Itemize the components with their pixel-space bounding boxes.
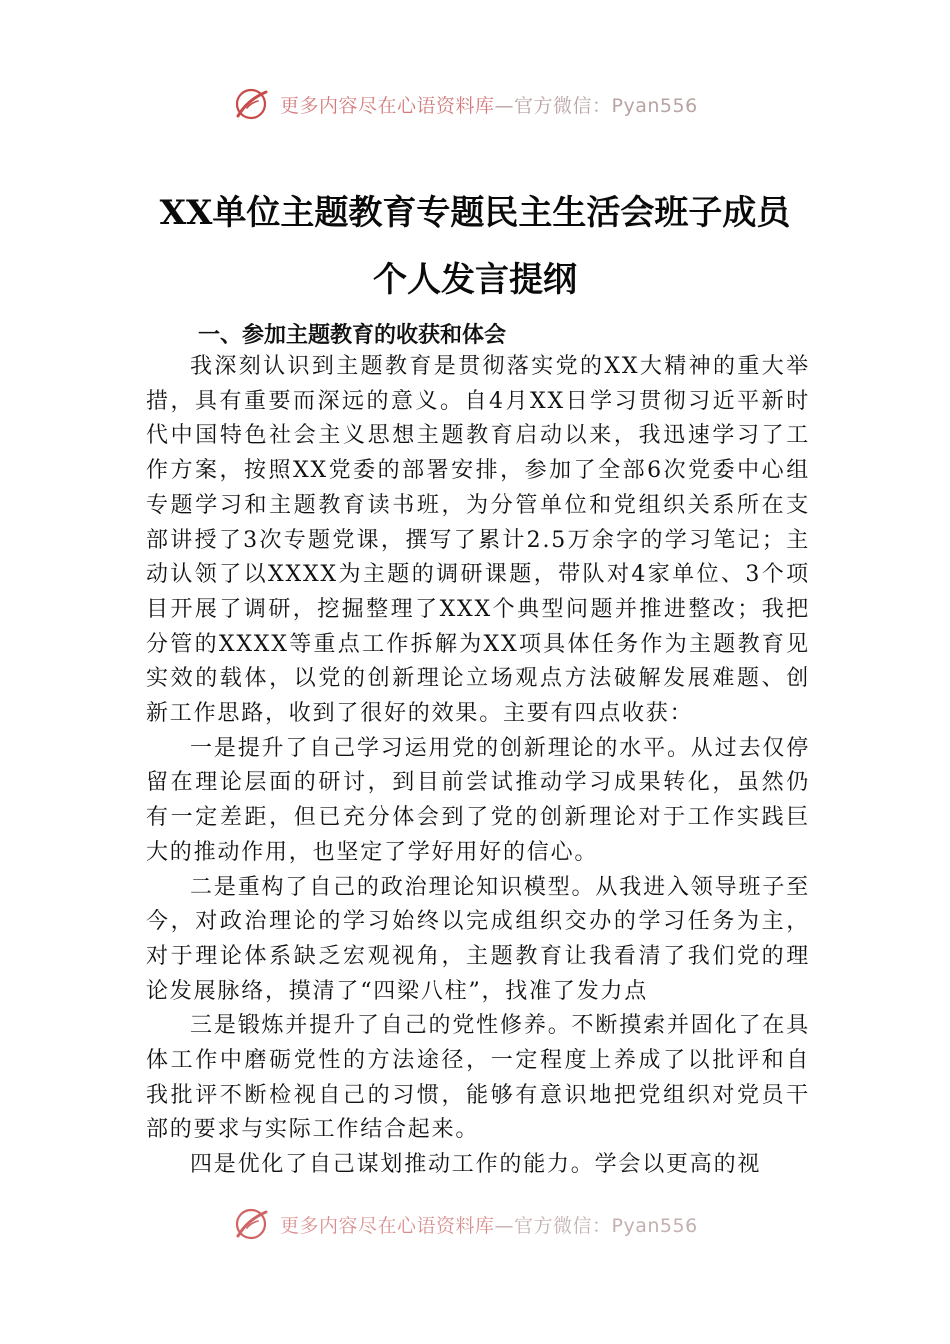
logo-icon xyxy=(232,86,270,122)
document-body xyxy=(146,350,810,1183)
body-paragraph-gain-1: 一是提升了自己学习运用党的创新理论的水平。从过去仅停留在理论层面的研讨，到目前尝试推动学习成果转化，虽然仍有一定差距，但已充分体会到了党的创新理论对于工作实践巨大的推动作用，也坚定了学好用好的信心。 xyxy=(146,735,810,865)
body-paragraph-gain-2: 二是重构了自己的政治理论知识模型。从我进入领导班子至今，对政治理论的学习始终以完成组织交办的学习任务为主，对于理论体系缺乏宏观视角，主题教育让我看清了我们党的理论发展脉络，摸清了“四梁八柱”，找准了发力点 xyxy=(146,874,810,1004)
body-paragraph-intro: 我深刻认识到主题教育是贯彻落实党的XX大精神的重大举措，具有重要而深远的意义。自4月XX日学习贯彻习近平新时代中国特色社会主义思想主题教育启动以来，我迅速学习了工作方案，按照XX党委的部署安排，参加了全部6次党委中心组专题学习和主题教育读书班，为分管单位和党组织关系所在支部讲授了3次专题党课，撰写了累计2.5万余字的学习笔记；主动认领了以XXXX为主题的调研课题，带队对4家单位、3个项目开展了调研，挖掘整理了XXX个典型问题并推进整改；我把分管的XXXX等重点工作拆解为XX项具体任务作为主题教育见实效的载体，以党的创新理论立场观点方法破解发展难题、创新工作思路，收到了很好的效果。主要有四点收获： xyxy=(146,354,810,727)
body-paragraph-gain-4: 四是优化了自己谋划推动工作的能力。学会以更高的视 xyxy=(190,1152,762,1178)
body-paragraph-gain-3: 三是锻炼并提升了自己的党性修养。不断摸索并固化了在具体工作中磨砺党性的方法途径，一定程度上养成了以批评和自我批评不断检视自己的习惯，能够有意识地把党组织对党员干部的要求与实际工作结合起来。 xyxy=(146,1013,810,1143)
footer-watermark xyxy=(232,1204,732,1244)
section-heading: 一、参加主题教育的收获和体会 xyxy=(198,323,507,348)
header-watermark xyxy=(232,84,732,124)
logo-icon xyxy=(232,1206,270,1242)
document-title-line2: 个人发言提纲 xyxy=(373,260,577,300)
document-title-line1: XX单位主题教育专题民主生活会班子成员 xyxy=(159,193,791,233)
watermark-text-footer: 更多内容尽在心语资料库—官方微信：Pyan556 xyxy=(280,1214,698,1237)
watermark-text: 更多内容尽在心语资料库—官方微信：Pyan556 xyxy=(280,94,698,117)
